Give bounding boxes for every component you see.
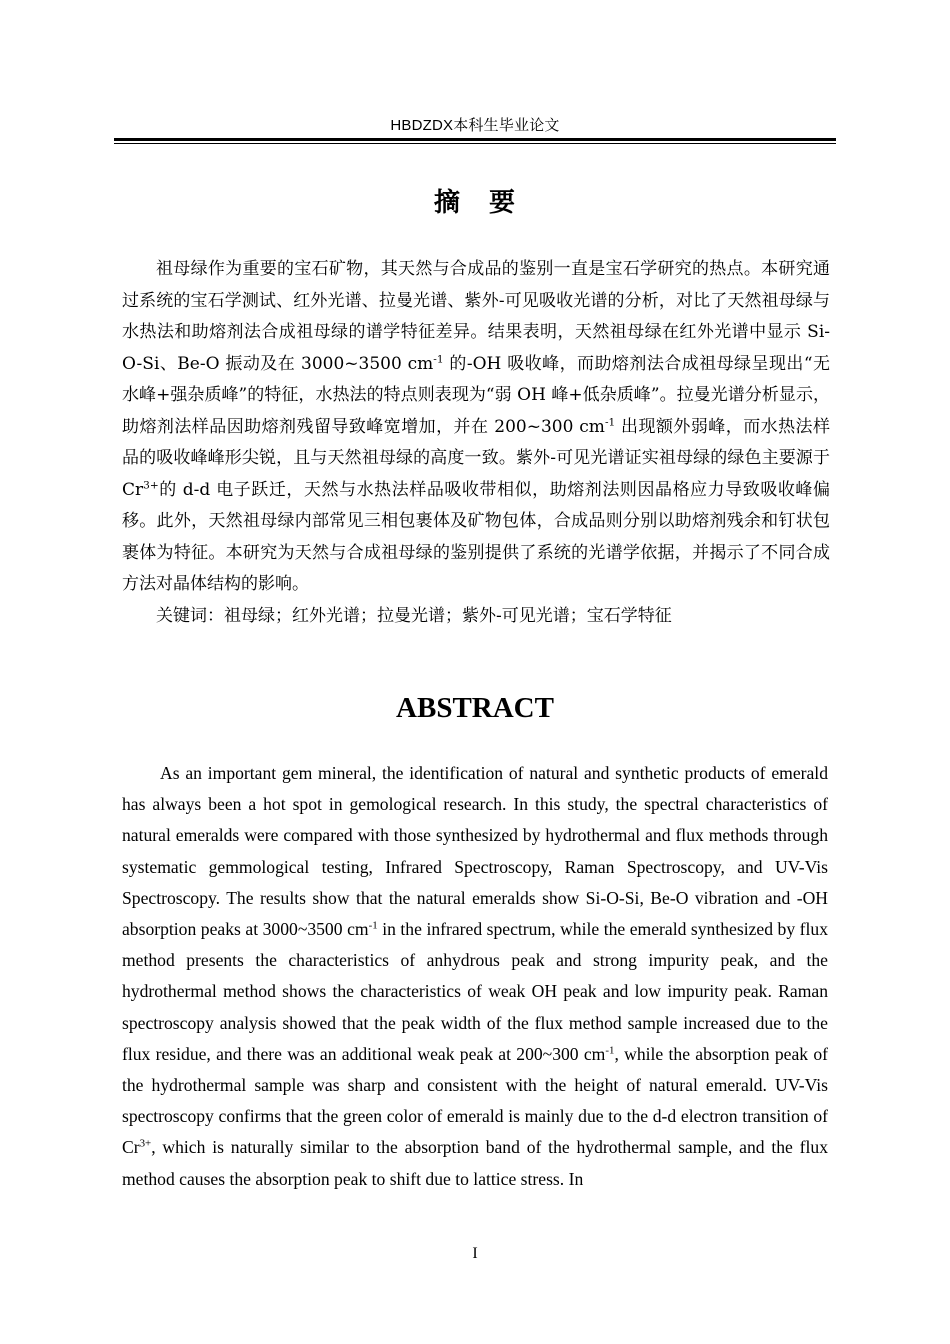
running-header: HBDZDX本科生毕业论文 bbox=[390, 117, 560, 134]
english-abstract-body bbox=[122, 758, 828, 1195]
chinese-abstract-title bbox=[0, 186, 950, 220]
page-number: I bbox=[472, 1245, 478, 1262]
chinese-title-char-1: 摘 bbox=[433, 188, 461, 218]
english-abstract-title: ABSTRACT bbox=[396, 692, 554, 724]
chinese-abstract-paragraph: 祖母绿作为重要的宝石矿物，其天然与合成品的鉴别一直是宝石学研究的热点。本研究通过系统的宝石学测试、红外光谱、拉曼光谱、紫外-可见吸收光谱的分析，对比了天然祖母绿与水热法和助熔剂法合成祖母绿的谱学特征差异。结果表明，天然祖母绿在红外光谱中显示 Si-O-Si、Be-O 振动及在 3000~3500 $cm^{-1}$ 的-OH 吸收峰，而助熔剂法合成祖母绿呈现出“无水峰+强杂质峰”的特征，水热法的特点则表现为“弱 OH 峰+低杂质峰”。拉曼光谱分析显示，助熔剂法样品因助熔剂残留导致峰宽增加，并在 200~300 $cm^{-1}$ 出现额外弱峰，而水热法样品的吸收峰峰形尖锐，且与天然祖母绿的高度一致。紫外-可见光谱证实祖母绿的绿色主要源于 $Cr^{3+}$的 d-d 电子跃迁，天然与水热法样品吸收带相似，助熔剂法则因晶格应力导致吸收峰偏移。此外，天然祖母绿内部常见三相包裹体及矿物包体，合成品则分别以助熔剂残余和钉状包裹体为特征。本研究为天然与合成祖母绿的鉴别提供了系统的光谱学依据，并揭示了不同合成方法对晶体结构的影响。 bbox=[122, 259, 831, 594]
chinese-keywords: 关键词：祖母绿；红外光谱；拉曼光谱；紫外-可见光谱；宝石学特征 bbox=[156, 605, 672, 626]
chinese-title-char-2: 要 bbox=[489, 188, 517, 218]
english-abstract-paragraph: As an important gem mineral, the identification of natural and synthetic products of emerald has always been a hot spot in gemological research. In this study, the spectral characteristics of natural emeralds were compared with those synthesized by hydrothermal and flux methods through systematic gemmological testing, Infrared Spectroscopy, Raman Spectroscopy, and UV-Vis Spectroscopy. The results show that the natural emeralds show Si-O-Si, Be-O vibration and -OH absorption peaks at 3000~3500 $cm^{-1}$ in the infrared spectrum, while the emerald synthesized by flux method presents the characteristics of anhydrous peak and strong impurity peak, and the hydrothermal method shows the characteristics of weak OH peak and low impurity peak. Raman spectroscopy analysis showed that the peak width of the flux method sample increased due to the flux residue, and there was an additional weak peak at 200~300 $cm^{-1}$, while the absorption peak of the hydrothermal sample was sharp and consistent with the height of natural emerald. UV-Vis spectroscopy confirms that the green color of emerald is mainly due to the d-d electron transition of $Cr^{3+}$, which is naturally similar to the absorption band of the hydrothermal sample, and the flux method causes the absorption peak to shift due to lattice stress. In bbox=[122, 763, 829, 1189]
chinese-abstract-body bbox=[122, 254, 830, 632]
header-rule-thick bbox=[114, 138, 836, 141]
header-rule-thin bbox=[114, 143, 836, 144]
